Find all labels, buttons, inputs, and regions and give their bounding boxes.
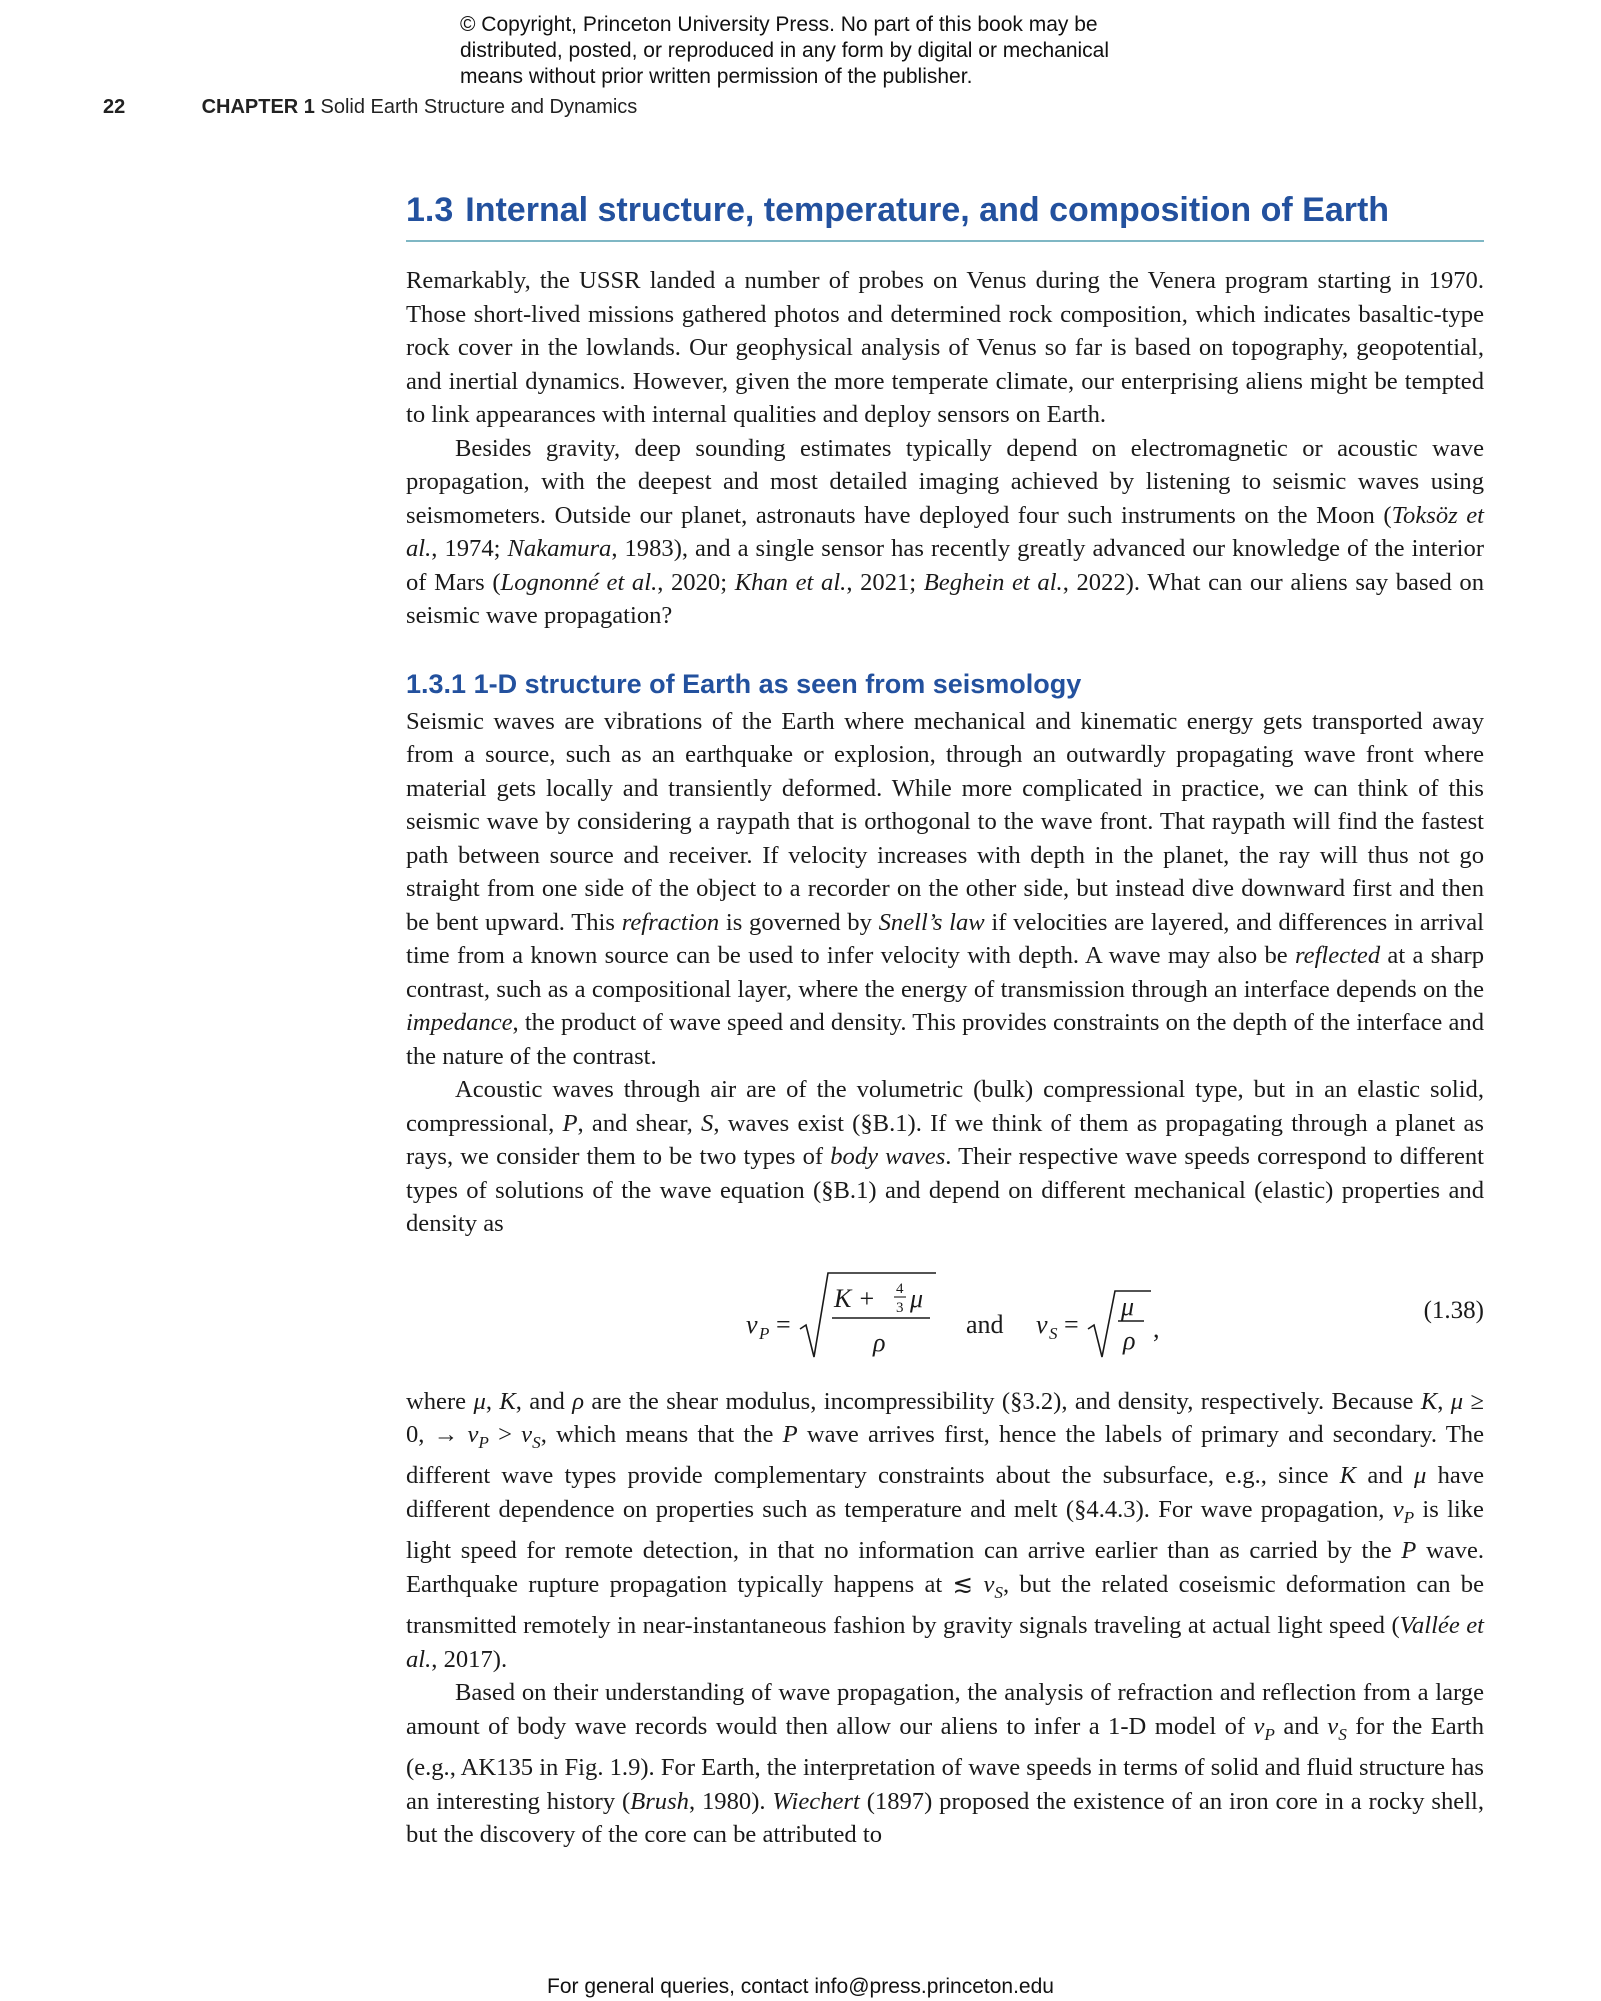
text-run: wave arrives first, hence the labels of primary and secondary. The different wave types provide complementary constraints about the subsurface, e.g., since [406,1421,1485,1490]
italic-text: P [1401,1537,1417,1565]
italic-text: Snell’s law [878,908,985,936]
equation-formula [746,1263,1266,1373]
vs-subscript: S [1049,1323,1058,1343]
italic-text: v [1392,1495,1404,1523]
text-run: , which means that the [540,1421,783,1448]
text-run: , the product of wave speed and density. This provides constraints on the depth of the interface and the nature of the contrast. [406,1009,1484,1070]
numerator-k: K + [834,1283,876,1313]
rho-symbol: ρ [1123,1325,1136,1355]
text-run: have different dependence on properties such as temperature and melt (§4.4.3). For wave propagation, [406,1462,1484,1523]
text-run: . Their respective wave speeds correspond to different types of solutions of the wave equation (§B.1) and depend on different mechanical (elastic) properties and density as [406,1143,1484,1237]
text-run: (1897) proposed the existence of an iron core in a rocky shell, but the discovery of the core can be attributed to [406,1787,1485,1849]
italic-text: μ [473,1387,486,1415]
subscript: S [532,1432,541,1452]
subsection-heading [406,667,1484,701]
italic-text: K [1420,1387,1438,1415]
mu-symbol: μ [1121,1291,1135,1321]
text-run: if velocities are layered, and differences in arrival time from a known source can be used to infer velocity with depth. A wave may also be [406,908,1484,969]
subscript: S [1338,1724,1347,1744]
text-run: is like light speed for remote detection, in that no information can arrive earlier than as carried by the [406,1495,1484,1565]
italic-text: refraction [621,908,720,936]
italic-text: μ [1414,1462,1427,1490]
italic-text: v [521,1421,533,1448]
text-run: and [1274,1712,1328,1740]
subscript: P [1264,1724,1275,1744]
italic-text: P [562,1109,578,1137]
radical-sign [1088,1291,1151,1357]
subsection-number: 1.3.1 [406,668,467,699]
mu-symbol: μ [910,1283,924,1313]
text-run: are the shear modulus, incompressibility (§3.2), and density, respectively. Because [584,1387,1421,1415]
vp-subscript: P [759,1323,770,1343]
text-run: is governed by [719,908,879,936]
text-run: for the Earth (e.g., AK135 in Fig. 1.9). For Earth, the interpretation of wave speeds in terms of solid and fluid structure has an interesting history ( [406,1712,1484,1815]
text-run: Remarkably, the USSR landed a number of probes on Venus during the Venera program starting in 1970. Those short-lived missions gathered photos and determined rock composition, which indicates basaltic-type rock cover in the lowlands. Our geophysical analysis of Venus so far is based on topography, geopotential, and inertial dynamics. However, given the more temperate climate, our enterprising aliens might be tempted to link appearances with internal qualities and deploy sensors on Earth. [406,267,1484,428]
text-run: , waves exist (§B.1). If we think of them as propagating through a planet as rays, we consider them to be two types of [406,1109,1484,1170]
chapter-title: Solid Earth Structure and Dynamics [320,96,638,118]
text-run: > [488,1421,522,1448]
paragraph [406,1073,1484,1241]
text-run: , and [515,1387,573,1415]
italic-text: reflected [1295,942,1381,969]
italic-text: Lognonné et al. [500,568,658,596]
text-run: , but the related coseismic deformation can be transmitted remotely in near-instantaneous fashion by gravity signals traveling at actual light speed ( [406,1570,1484,1640]
italic-text: v [1253,1712,1265,1740]
subscript: P [478,1432,489,1452]
equation-number: (1.38) [1423,1296,1484,1324]
copyright-line: distributed, posted, or reproduced in any form by digital or mechanical [460,39,1110,62]
text-run: , and shear, [577,1109,702,1137]
text-run: Besides gravity, deep sounding estimates typically depend on electromagnetic or acoustic wave propagation, with the deepest and most detailed imaging achieved by listening to seismic waves using seismometers. Outside our planet, astronauts have deployed four such instruments on the Moon ( [406,434,1484,529]
text-run: , [485,1387,500,1415]
italic-text: K [499,1387,516,1415]
copyright-line: © Copyright, Princeton University Press. No part of this book may be [460,13,1098,36]
copyright-notice [460,12,1220,90]
text-run: , 2020; [657,568,735,596]
section-title: Internal structure, temperature, and composition of Earth [465,191,1390,229]
italic-text: Wiechert [772,1787,860,1815]
text-run: , 2022). What can our aliens say based on seismic wave propagation? [406,568,1485,629]
text-run: , 2021; [846,568,924,596]
vs-symbol: v [1036,1309,1048,1339]
paragraph [406,1676,1484,1851]
paragraph [406,1385,1484,1677]
italic-text: μ [1450,1387,1464,1415]
fraction-numerator: 4 [896,1280,904,1297]
italic-text: K [1339,1462,1357,1490]
vp-symbol: v [746,1309,758,1339]
text-run: and [1356,1462,1415,1490]
main-text-column [406,190,1484,1852]
text-run: Based on their understanding of wave propagation, the analysis of refraction and reflection from a large amount of body wave records would then allow our aliens to infer a 1-D model of [406,1679,1484,1740]
text-run: Acoustic waves through air are of the volumetric (bulk) compressional type, but in an elastic solid, compressional, [406,1076,1484,1137]
italic-text: Brush [630,1787,689,1815]
italic-text: impedance [406,1009,513,1036]
text-run: ≥ 0, → [406,1387,1484,1448]
italic-text: v [1327,1712,1339,1740]
running-head [103,94,637,120]
after-equation-paragraphs [406,1385,1484,1852]
chapter-label: CHAPTER 1 [201,96,315,118]
equation-1-38 [406,1259,1484,1369]
subscript: S [994,1582,1003,1602]
italic-text: ρ [572,1387,585,1415]
page-number: 22 [103,96,126,118]
italic-text: S [701,1109,714,1137]
paragraph [406,705,1484,1074]
text-run: where [406,1387,474,1415]
fraction-denominator: 3 [896,1299,904,1316]
italic-text: Vallée et al. [406,1612,1484,1673]
text-run: , 1980). [688,1787,773,1815]
italic-text: Toksöz et al. [406,501,1485,562]
italic-text: body waves [830,1143,946,1170]
italic-text: v [983,1570,995,1598]
italic-text: Khan et al. [734,568,847,596]
text-run: , 1974; [431,535,508,562]
italic-text: P [782,1421,798,1448]
paragraph [406,264,1484,432]
subsection-title: 1-D structure of Earth as seen from seismology [473,668,1082,699]
text-run: , 1983), and a single sensor has recently greatly advanced our knowledge of the interior of Mars ( [406,535,1485,596]
footer-contact: For general queries, contact info@press.princeton.edu [547,1975,1054,1998]
section-number: 1.3 [406,191,454,229]
body-paragraphs [406,705,1484,1241]
equals-sign: = [776,1309,791,1339]
italic-text: Beghein et al. [923,568,1063,596]
paragraph [406,432,1484,633]
text-run: , [1437,1387,1451,1415]
and-connector: and [966,1309,1004,1339]
text-run: at a sharp contrast, such as a compositional layer, where the energy of transmission through an interface depends on the [406,942,1484,1003]
intro-paragraphs [406,264,1484,633]
trailing-comma: , [1153,1313,1160,1343]
text-run: , 2017). [431,1645,508,1673]
italic-text: Nakamura [507,535,612,562]
subscript: P [1403,1507,1415,1527]
rho-symbol: ρ [873,1327,886,1357]
italic-text: v [467,1421,479,1448]
section-heading [406,190,1484,242]
text-run: Seismic waves are vibrations of the Earth where mechanical and kinematic energy gets transported away from a source, such as an earthquake or explosion, through an outwardly propagating wave front where material gets locally and transiently deformed. While more complicated in practice, we can think of this seismic wave by considering a raypath that is orthogonal to the wave front. That raypath will find the fastest path between source and receiver. If velocity increases with depth in the planet, the ray will thus not go straight from one side of the object to a recorder on the other side, but instead dive downward first and then be bent upward. This [406,707,1484,936]
text-run: wave. Earthquake rupture propagation typically happens at ≲ [406,1537,1485,1598]
equals-sign: = [1064,1309,1079,1339]
copyright-line: means without prior written permission of the publisher. [460,65,973,88]
